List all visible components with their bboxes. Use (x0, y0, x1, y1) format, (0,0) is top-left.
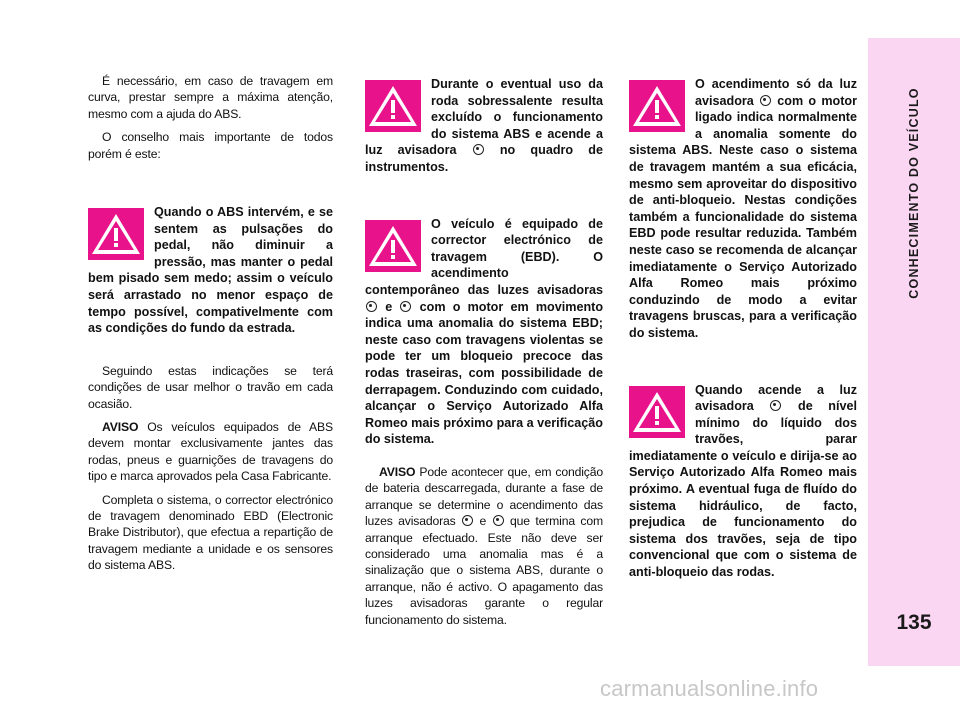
aviso-label: AVISO (102, 420, 139, 434)
aviso-text: e (479, 514, 487, 529)
warning-brake-fluid (629, 382, 857, 581)
page-number: 135 (896, 611, 932, 634)
warning-text: com o motor em movimento indica uma anomalia do sistema EBD; neste caso com travagens violentas se pode ter um bloqueio precoce das rodas traseiras, com possibilidade de derrapagem. Conduzindo com cuidado, alcançar o Serviço Autorizado Alfa Romeo mais próximo para a verificação do sistema. (365, 299, 604, 447)
column-3 (629, 0, 857, 581)
warning-abs-pedal-text: Quando o ABS intervém, e se sentem as pulsações do pedal, não diminuir a pressão, mas manter o pedal bem pisado sem medo; assim o veículo será arrastado no menor espaço de tempo possível, compativelmente com as condições do fundo da estrada. (88, 205, 333, 336)
paragraph-aviso-battery (365, 464, 603, 628)
aviso-text: Os veículos equipados de ABS devem montar exclusivamente jantes das rodas, pneus e guarnições de travagens do tipo e marca aprovados pela Casa Fabricante. (88, 420, 333, 484)
warning-text: no quadro de instrumentos. (365, 143, 603, 174)
paragraph-ebd: Completa o sistema, o corrector electrónico de travagem denominado EBD (Electronic Brake Distributor), que efectua a repartição de travagem mediante a unidade e os sensores do sistema ABS. (88, 492, 333, 573)
brake-warning-light-icon (770, 400, 781, 411)
column-1 (88, 0, 333, 574)
abs-warning-light-icon (473, 144, 484, 155)
brake-warning-light-icon (400, 301, 411, 312)
warning-abs-pedal (88, 204, 333, 337)
warning-text: de nível mínimo do líquido dos travões, parar imediatamente o veículo e dirija-se ao Serviço Autorizado Alfa Romeo mais próximo. A eventual fuga de fluído do sistema hidráulico, de facto, prejudica de funcionamento do sistema dos travões, seja de tipo convencional que com o sistema de anti-bloqueio das rodas. (629, 399, 857, 580)
paragraph-advice: O conselho mais importante de todos porém é este: (88, 130, 333, 161)
warning-text: Durante o eventual uso da roda sobressalente resulta excluído o funcionamento do sistema ABS e acende a luz avisadora (365, 77, 603, 158)
aviso-label: AVISO (379, 464, 416, 479)
section-title-container (868, 78, 960, 308)
warning-triangle-icon (365, 220, 421, 272)
warning-triangle-icon (629, 80, 685, 132)
paragraph-aviso-wheels (88, 419, 333, 485)
warning-text: e (385, 299, 393, 314)
warning-text: Quando acende a luz avisadora (695, 382, 857, 414)
warning-triangle-icon (365, 80, 421, 132)
warning-triangle-icon (629, 386, 685, 438)
warning-text: com o motor ligado indica normalmente a anomalia somente do sistema ABS. Neste caso o sistema de travagem mantém a sua eficácia, mesmo sem aproveitar do dispositivo de anti-bloqueio. Nestas condições também a funcionalidade do sistema EBD pode resultar reduzida. Também neste caso se recomenda de alcançar imediatamente o Serviço Autorizado Alfa Romeo mais próximo conduzindo de modo a evitar travagens bruscas, para a verificação do sistema. (629, 93, 858, 340)
brake-warning-light-icon (493, 515, 504, 526)
section-title: CONHECIMENTO DO VEÍCULO (907, 87, 921, 299)
warning-spare-wheel (365, 76, 603, 176)
column-2 (365, 0, 603, 628)
aviso-text: que termina com arranque efectuado. Este não deve ser considerado uma anomalia mas é a sinalização que o sistema ABS, durante o arranque, não é activo. O apagamento das luzes avisadoras garante o regular funcionamento do sistema. (365, 514, 603, 627)
abs-warning-light-icon (760, 95, 771, 106)
warning-triangle-icon (88, 208, 144, 260)
warning-text: O acendimento só da luz avisadora (695, 77, 857, 108)
abs-warning-light-icon (462, 515, 473, 526)
section-sidebar (868, 38, 960, 666)
abs-warning-light-icon (366, 301, 377, 312)
aviso-text: Pode acontecer que, em condição de bateria descarregada, durante a fase de arranque se determine o acendimento das luzes avisadoras (365, 464, 603, 529)
paragraph-abs-curve: É necessário, em caso de travagem em curva, prestar sempre a máxima atenção, mesmo com a ajuda do ABS. (88, 74, 333, 121)
warning-abs-light-only (629, 76, 857, 342)
warning-ebd (365, 216, 603, 448)
warning-text: O veículo é equipado de corrector electrónico de travagem (EBD). O acendimento contemporâneo das luzes avisadoras (365, 216, 603, 297)
watermark: carmanualsonline.info (600, 676, 819, 701)
paragraph-indications: Seguindo estas indicações se terá condições de usar melhor o travão em cada ocasião. (88, 363, 333, 411)
